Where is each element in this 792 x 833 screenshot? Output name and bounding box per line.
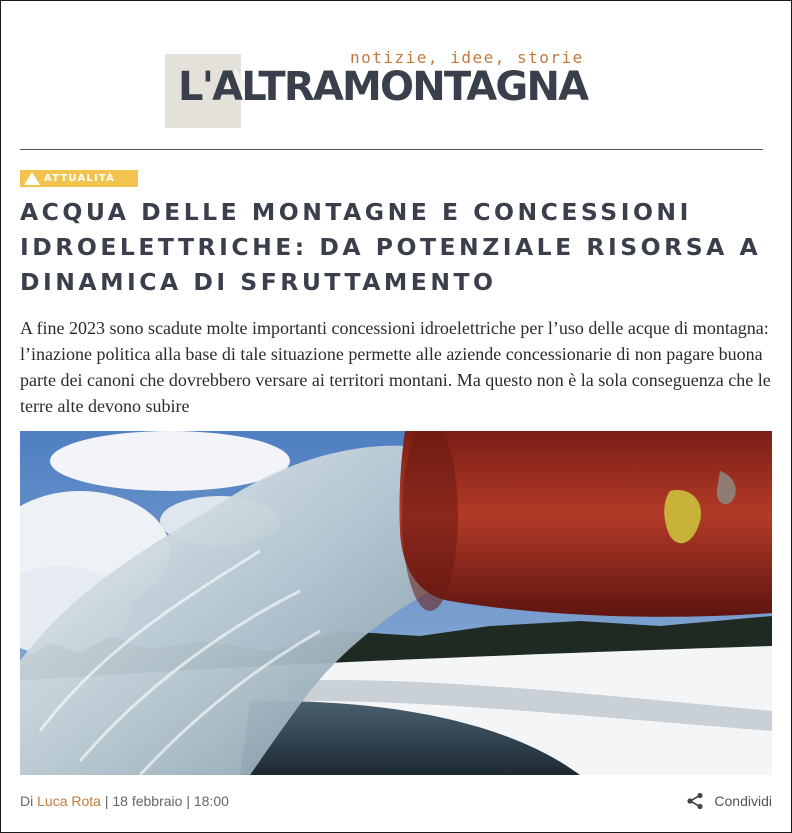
category-badge[interactable] xyxy=(20,170,138,187)
share-button[interactable] xyxy=(686,790,772,812)
header-divider xyxy=(20,149,763,150)
mountain-icon xyxy=(24,172,40,185)
byline-separator: | xyxy=(104,793,113,809)
article-title: ACQUA DELLE MONTAGNE E CONCESSIONI IDROELETTRICHE: DA POTENZIALE RISORSA A DINAMICA DI SFRUTTAMENTO xyxy=(20,198,762,296)
publish-date: 18 febbraio xyxy=(112,793,183,809)
publish-time: 18:00 xyxy=(193,793,229,809)
share-label: Condividi xyxy=(714,793,772,809)
share-icon xyxy=(686,792,704,810)
site-logo[interactable] xyxy=(165,50,635,130)
author-link[interactable]: Luca Rota xyxy=(37,793,101,809)
category-label: ATTUALITÀ xyxy=(44,173,116,184)
article-byline xyxy=(20,793,229,809)
byline-prefix: Di xyxy=(20,793,34,809)
logo-wordmark: L'ALTRAMONTAGNA xyxy=(178,64,588,110)
hero-illustration xyxy=(20,431,772,775)
logo-tagline: notizie, idee, storie xyxy=(350,48,584,67)
article-summary: A fine 2023 sono scadute molte importanti concessioni idroelettriche per l’uso delle acque di montagna: l’inazione politica alla base di tale situazione permette alle aziende concessionarie di non pagare buona parte dei canoni che dovrebbero versare ai territori montani. Ma questo non è la sola conseguenza che le terre alte devono subire xyxy=(20,318,771,416)
byline-separator: | xyxy=(186,793,194,809)
article-hero-image xyxy=(20,431,772,775)
